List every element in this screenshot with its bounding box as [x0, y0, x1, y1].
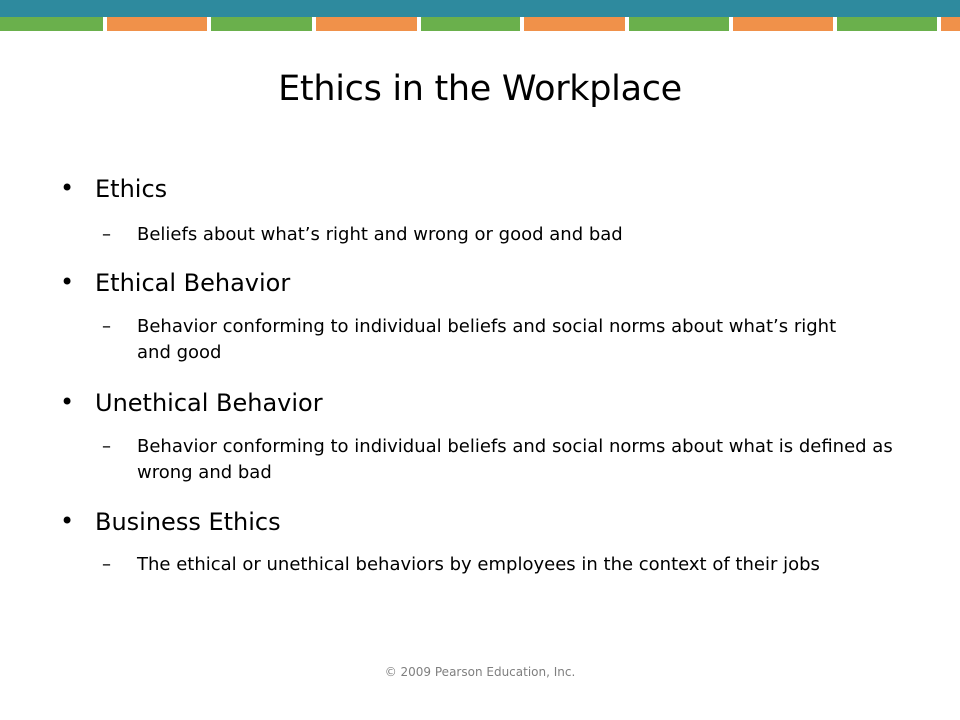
bullet-ethics: Ethics	[95, 175, 168, 203]
sub-bullet-ethics-definition: Beliefs about what’s right and wrong or good and bad	[137, 224, 623, 245]
bullet-marker: •	[60, 268, 75, 296]
dash-marker: –	[102, 316, 111, 337]
copyright-footer: © 2009 Pearson Education, Inc.	[384, 665, 576, 679]
dash-marker: –	[102, 224, 111, 245]
dash-marker: –	[102, 436, 111, 457]
bullet-business-ethics: Business Ethics	[95, 508, 281, 536]
sub-bullet-business-ethics-definition: The ethical or unethical behaviors by employees in the context of their jobs	[137, 554, 820, 575]
sub-bullet-unethical-behavior-definition: Behavior conforming to individual beliefs and social norms about what is defined as wrong and bad	[137, 436, 893, 483]
sub-bullet-ethical-behavior-definition: Behavior conforming to individual beliefs and social norms about what’s right and good	[137, 316, 837, 363]
slide-title: Ethics in the Workplace	[278, 69, 682, 109]
bullet-unethical-behavior: Unethical Behavior	[95, 389, 323, 417]
dash-marker: –	[102, 554, 111, 575]
bullet-marker: •	[60, 388, 75, 416]
bullet-ethical-behavior: Ethical Behavior	[95, 269, 291, 297]
bullet-marker: •	[60, 174, 75, 202]
bullet-marker: •	[60, 507, 75, 535]
